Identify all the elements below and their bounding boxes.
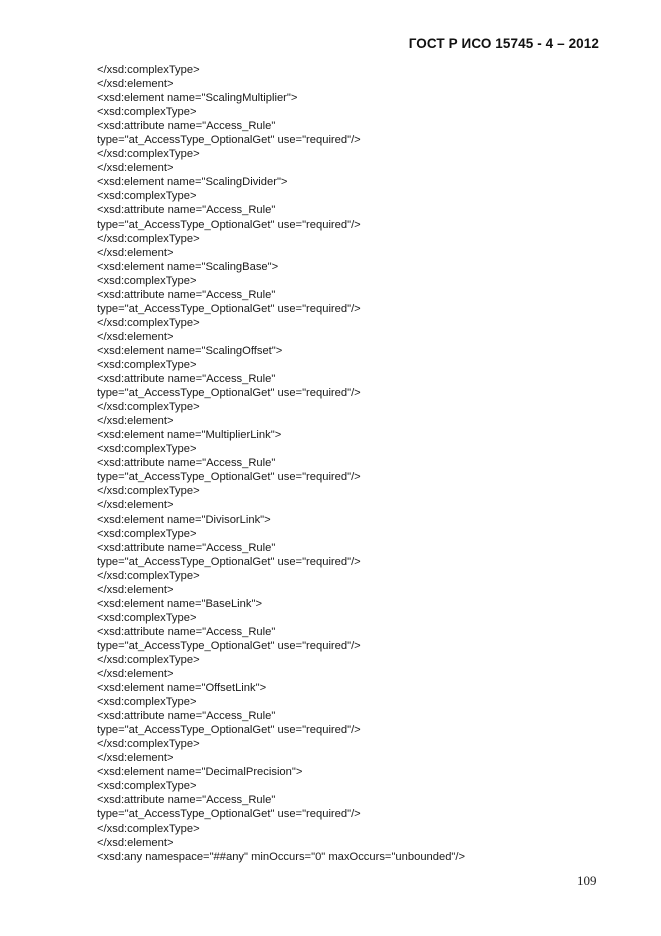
code-line: </xsd:complexType>: [97, 64, 200, 76]
code-line: <xsd:attribute name="Access_Rule": [97, 373, 276, 386]
code-line: type="at_AccessType_OptionalGet" use="required"/>: [97, 387, 361, 400]
code-line: <xsd:element name="DecimalPrecision">: [97, 766, 303, 779]
code-line: <xsd:element name="ScalingOffset">: [97, 344, 283, 357]
code-line: <xsd:element name="MultiplierLink">: [97, 429, 282, 442]
code-line: type="at_AccessType_OptionalGet" use="required"/>: [97, 134, 361, 147]
code-line: <xsd:attribute name="Access_Rule": [97, 457, 276, 470]
code-line: </xsd:element>: [97, 499, 174, 512]
page-number: 109: [577, 873, 597, 888]
code-line: <xsd:attribute name="Access_Rule": [97, 541, 276, 554]
code-line: <xsd:attribute name="Access_Rule": [97, 794, 276, 807]
code-line: type="at_AccessType_OptionalGet" use="required"/>: [97, 302, 361, 315]
code-line: </xsd:complexType>: [97, 653, 200, 666]
code-line: </xsd:element>: [97, 330, 174, 343]
code-line: </xsd:element>: [97, 668, 174, 681]
code-line: </xsd:element>: [97, 415, 174, 428]
code-line: </xsd:element>: [97, 78, 174, 91]
code-line: <xsd:complexType>: [97, 443, 197, 456]
code-line: </xsd:element>: [97, 752, 174, 765]
code-line: <xsd:element name="ScalingDivider">: [97, 176, 288, 189]
code-line: </xsd:element>: [97, 162, 174, 175]
code-line: <xsd:attribute name="Access_Rule": [97, 710, 276, 723]
code-line: <xsd:element name="ScalingMultiplier">: [97, 92, 298, 105]
code-line: <xsd:complexType>: [97, 106, 197, 119]
code-line: type="at_AccessType_OptionalGet" use="required"/>: [97, 471, 361, 484]
code-line: </xsd:complexType>: [97, 148, 200, 161]
code-line: <xsd:attribute name="Access_Rule": [97, 204, 276, 217]
code-line: type="at_AccessType_OptionalGet" use="required"/>: [97, 639, 361, 652]
code-line: </xsd:complexType>: [97, 738, 200, 751]
code-line: <xsd:complexType>: [97, 611, 197, 624]
code-line: </xsd:element>: [97, 246, 174, 259]
code-line: </xsd:element>: [97, 836, 174, 849]
code-line: <xsd:complexType>: [97, 780, 197, 793]
code-line: <xsd:element name="BaseLink">: [97, 597, 262, 610]
code-line: </xsd:complexType>: [97, 232, 200, 245]
code-line: <xsd:attribute name="Access_Rule": [97, 288, 276, 301]
code-line: <xsd:complexType>: [97, 190, 197, 203]
code-line: type="at_AccessType_OptionalGet" use="required"/>: [97, 808, 361, 821]
code-line: </xsd:complexType>: [97, 485, 200, 498]
code-line: </xsd:complexType>: [97, 401, 200, 414]
standard-header: ГОСТ Р ИСО 15745 - 4 – 2012: [408, 36, 599, 51]
code-line: type="at_AccessType_OptionalGet" use="required"/>: [97, 724, 361, 737]
code-line: </xsd:complexType>: [97, 569, 200, 582]
code-line: </xsd:element>: [97, 583, 174, 596]
code-line: </xsd:complexType>: [97, 316, 200, 329]
code-line: <xsd:complexType>: [97, 527, 197, 540]
xsd-code-listing: [97, 63, 465, 864]
code-line: type="at_AccessType_OptionalGet" use="required"/>: [97, 555, 361, 568]
code-line: <xsd:complexType>: [97, 358, 197, 371]
code-line: <xsd:any namespace="##any" minOccurs="0" maxOccurs="unbounded"/>: [97, 850, 466, 863]
code-line: <xsd:element name="DivisorLink">: [97, 513, 271, 526]
code-line: <xsd:complexType>: [97, 696, 197, 709]
code-line: <xsd:element name="ScalingBase">: [97, 260, 279, 273]
code-line: <xsd:attribute name="Access_Rule": [97, 625, 276, 638]
code-line: <xsd:attribute name="Access_Rule": [97, 120, 276, 133]
code-line: <xsd:element name="OffsetLink">: [97, 682, 267, 695]
code-line: </xsd:complexType>: [97, 822, 200, 835]
code-line: <xsd:complexType>: [97, 274, 197, 287]
code-line: type="at_AccessType_OptionalGet" use="required"/>: [97, 218, 361, 231]
